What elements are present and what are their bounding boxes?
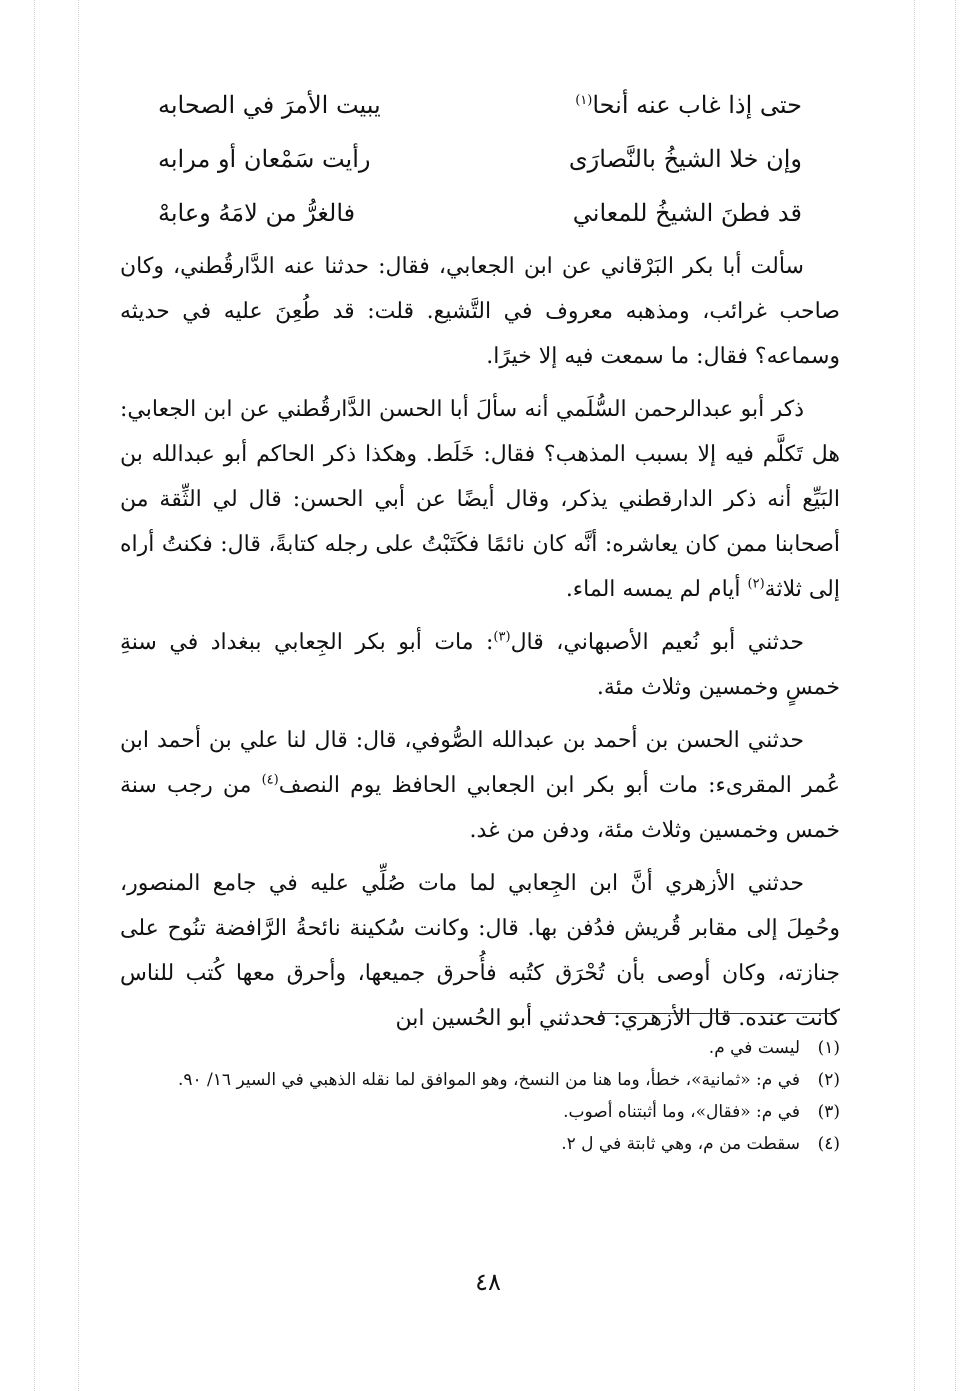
footnote-reference[interactable]: (٤) <box>261 772 279 788</box>
paragraph-text: حدثني أبو نُعيم الأصبهاني، قال <box>510 630 804 655</box>
paragraph-text: ذكر أبو عبدالرحمن السُّلَمي أنه سألَ أبا الحسن الدَّارقُطني عن ابن الجعابي: هل تَكلَّم فيه إلا بسبب المذهب؟ فقال: خَلَط. وهكذا ذكر الحاكم أبو عبدالله بن البَيِّع أنه ذكر الدارقطني يذكر، وقال أيضًا عن أبي الحسن: قال لي الثِّقة من أصحابنا ممن كان يعاشره: أنَّه كان نائمًا فكَتَبْتُ على رجله كتابةً، قال: فكنتُ أراه إلى ثلاثة <box>120 397 840 602</box>
verse-first-hemistich <box>573 186 802 240</box>
paragraph-text: سألت أبا بكر البَرْقاني عن ابن الجعابي، فقال: حدثنا عنه الدَّارقُطني، وكان صاحب غرائب، ومذهبه معروف في التَّشيع. قلت: قد طُعِنَ عليه في حديثه وسماعه؟ فقال: ما سمعت فيه إلا خيرًا. <box>120 254 840 369</box>
footnote-number: (٢) <box>817 1070 840 1090</box>
paragraph <box>120 620 840 710</box>
page-number: ٤٨ <box>475 1268 501 1296</box>
paragraph-text: : مات أبو بكر الجِعابي ببغداد في سنةِ خمسٍ وخمسين وثلاث مئة. <box>120 630 840 700</box>
verse-second-hemistich: رأيت سَمْعان أو مرابه <box>158 145 371 173</box>
scan-artifact-line <box>34 0 35 1391</box>
scan-artifact-line <box>78 0 79 1391</box>
footnote-text: في م: «ثمانية»، خطأ، وما هنا من النسخ، وهو الموافق لما نقله الذهبي في السير ١٦/ ٩٠. <box>177 1070 800 1090</box>
scan-artifact-line <box>914 0 915 1391</box>
paragraph-text: حدثني الأزهري أنَّ ابن الجِعابي لما مات صُلِّي عليه في جامع المنصور، وحُمِلَ إلى مقابر قُريش فدُفن بها. قال: وكانت سُكينة نائحةُ الرَّافضة تنُوح على جنازته، وكان أوصى بأن تُحْرَق كتُبه فأُحرق جميعها، وأحرق معها كُتب للناس كانت عنده. قال الأزهري: فحدثني أبو الحُسين ابن <box>120 871 840 1031</box>
paragraph <box>120 861 840 1041</box>
footnote-text: ليست في م. <box>708 1038 800 1058</box>
footnote-reference[interactable]: (٣) <box>493 629 511 645</box>
paragraph <box>120 718 840 853</box>
verse-text: قد فطنَ الشيخُ للمعاني <box>572 199 802 227</box>
verse-second-hemistich: فالغرُّ من لامَهُ وعابهْ <box>158 199 356 227</box>
scan-artifact-line <box>955 0 956 1391</box>
footnote-number: (١) <box>817 1038 840 1058</box>
paragraph <box>120 244 840 379</box>
paragraph-text: من رجب سنة خمس وخمسين وثلاث مئة، ودفن من غد. <box>120 773 840 843</box>
poem <box>120 78 840 240</box>
poem-verse <box>120 132 840 186</box>
poem-verse <box>120 78 840 132</box>
footnote-text: سقطت من م، وهي ثابتة في ل ٢. <box>561 1134 800 1154</box>
poem-verse <box>120 186 840 240</box>
verse-first-hemistich <box>569 132 802 186</box>
footnote-number: (٤) <box>817 1134 840 1154</box>
verse-second-hemistich: يبيت الأمرَ في الصحابه <box>158 91 381 119</box>
footnotes <box>120 1032 840 1160</box>
footnote-separator <box>600 1013 836 1014</box>
footnote-item <box>120 1128 840 1160</box>
footnote-reference[interactable]: (١) <box>575 93 593 108</box>
paragraph-text: حدثني الحسن بن أحمد بن عبدالله الصُّوفي، قال: قال لنا علي بن أحمد ابن عُمر المقرىء: مات أبو بكر ابن الجعابي الحافظ يوم النصف <box>120 728 840 798</box>
verse-text: وإن خلا الشيخُ بالنَّصارَى <box>568 145 802 173</box>
footnote-number: (٣) <box>817 1102 840 1122</box>
footnote-text: في م: «فقال»، وما أثبتناه أصوب. <box>563 1102 800 1122</box>
paragraph-text: أيام لم يمسه الماء. <box>565 577 748 602</box>
verse-text: حتى إذا غاب عنه أنحا <box>592 91 802 119</box>
paragraph <box>120 387 840 612</box>
footnote-reference[interactable]: (٢) <box>747 576 765 592</box>
footnote-item <box>120 1064 840 1096</box>
main-text <box>120 78 840 1049</box>
footnote-item <box>120 1032 840 1064</box>
footnote-item <box>120 1096 840 1128</box>
body-paragraphs <box>120 244 840 1041</box>
verse-first-hemistich <box>575 78 802 132</box>
